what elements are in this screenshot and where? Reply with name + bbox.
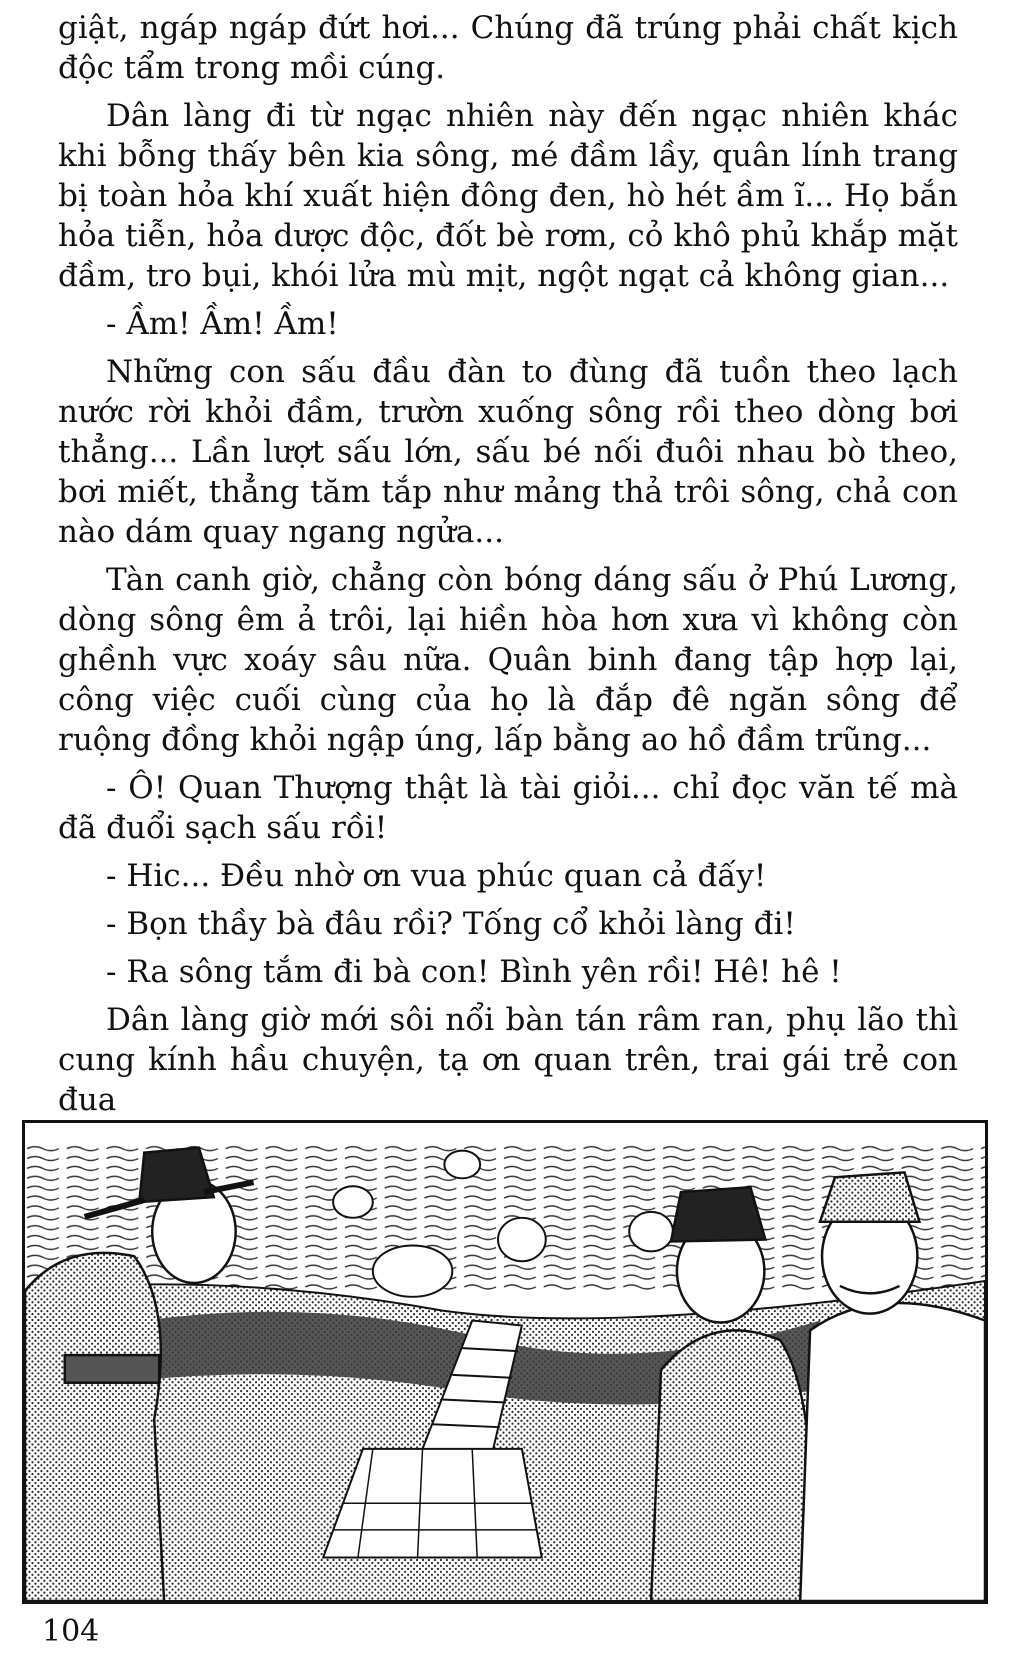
comic-illustration	[22, 1120, 988, 1604]
paragraph: Dân làng giờ mới sôi nổi bàn tán râm ran, phụ lão thì cung kính hầu chuyện, tạ ơn quan trên, trai gái trẻ con đua	[58, 1002, 958, 1118]
dialogue-line: - Hic... Đều nhờ ơn vua phúc quan cả đấy!	[106, 858, 767, 894]
dialogue-line: - Ô! Quan Thượng thật là tài giỏi... chỉ đọc văn tế mà đã đuổi sạch sấu rồi!	[58, 770, 958, 846]
paragraph: Dân làng đi từ ngạc nhiên này đến ngạc nhiên khác khi bỗng thấy bên kia sông, mé đầm lầy, quân lính trang bị toàn hỏa khí xuất hiện đông đen, hò hét ầm ĩ... Họ bắn hỏa tiễn, hỏa dược độc, đốt bè rơm, cỏ khô phủ khắp mặt đầm, tro bụi, khói lửa mù mịt, ngột ngạt cả không gian...	[58, 98, 958, 294]
paragraph: Những con sấu đầu đàn to đùng đã tuồn theo lạch nước rời khỏi đầm, trườn xuống sông rồi theo dòng bơi thẳng... Lần lượt sấu lớn, sấu bé nối đuôi nhau bò theo, bơi miết, thẳng tăm tắp như mảng thả trôi sông, chả con nào dám quay ngang ngửa...	[58, 354, 958, 550]
dialogue-line: - Ầm! Ầm! Ầm!	[106, 306, 339, 342]
sandbag-pile	[323, 1449, 542, 1558]
paragraph: Tàn canh giờ, chẳng còn bóng dáng sấu ở Phú Lương, dòng sông êm ả trôi, lại hiền hòa hơn xưa vì không còn ghềnh vực xoáy sâu nữa. Quân binh đang tập hợp lại, công việc cuối cùng của họ là đắp đê ngăn sông để ruộng đồng khỏi ngập úng, lấp bằng ao hồ đầm trũng...	[58, 562, 958, 758]
dialogue-line: - Ra sông tắm đi bà con! Bình yên rồi! Hê! hê !	[106, 954, 842, 990]
river-scene-drawing	[25, 1123, 985, 1601]
dialogue-line: - Bọn thầy bà đâu rồi? Tống cổ khỏi làng đi!	[106, 906, 796, 942]
paragraph: giật, ngáp ngáp đứt hơi... Chúng đã trúng phải chất kịch độc tẩm trong mồi cúng.	[58, 10, 958, 86]
page-number: 104	[42, 1614, 100, 1649]
body-text	[58, 8, 958, 1128]
